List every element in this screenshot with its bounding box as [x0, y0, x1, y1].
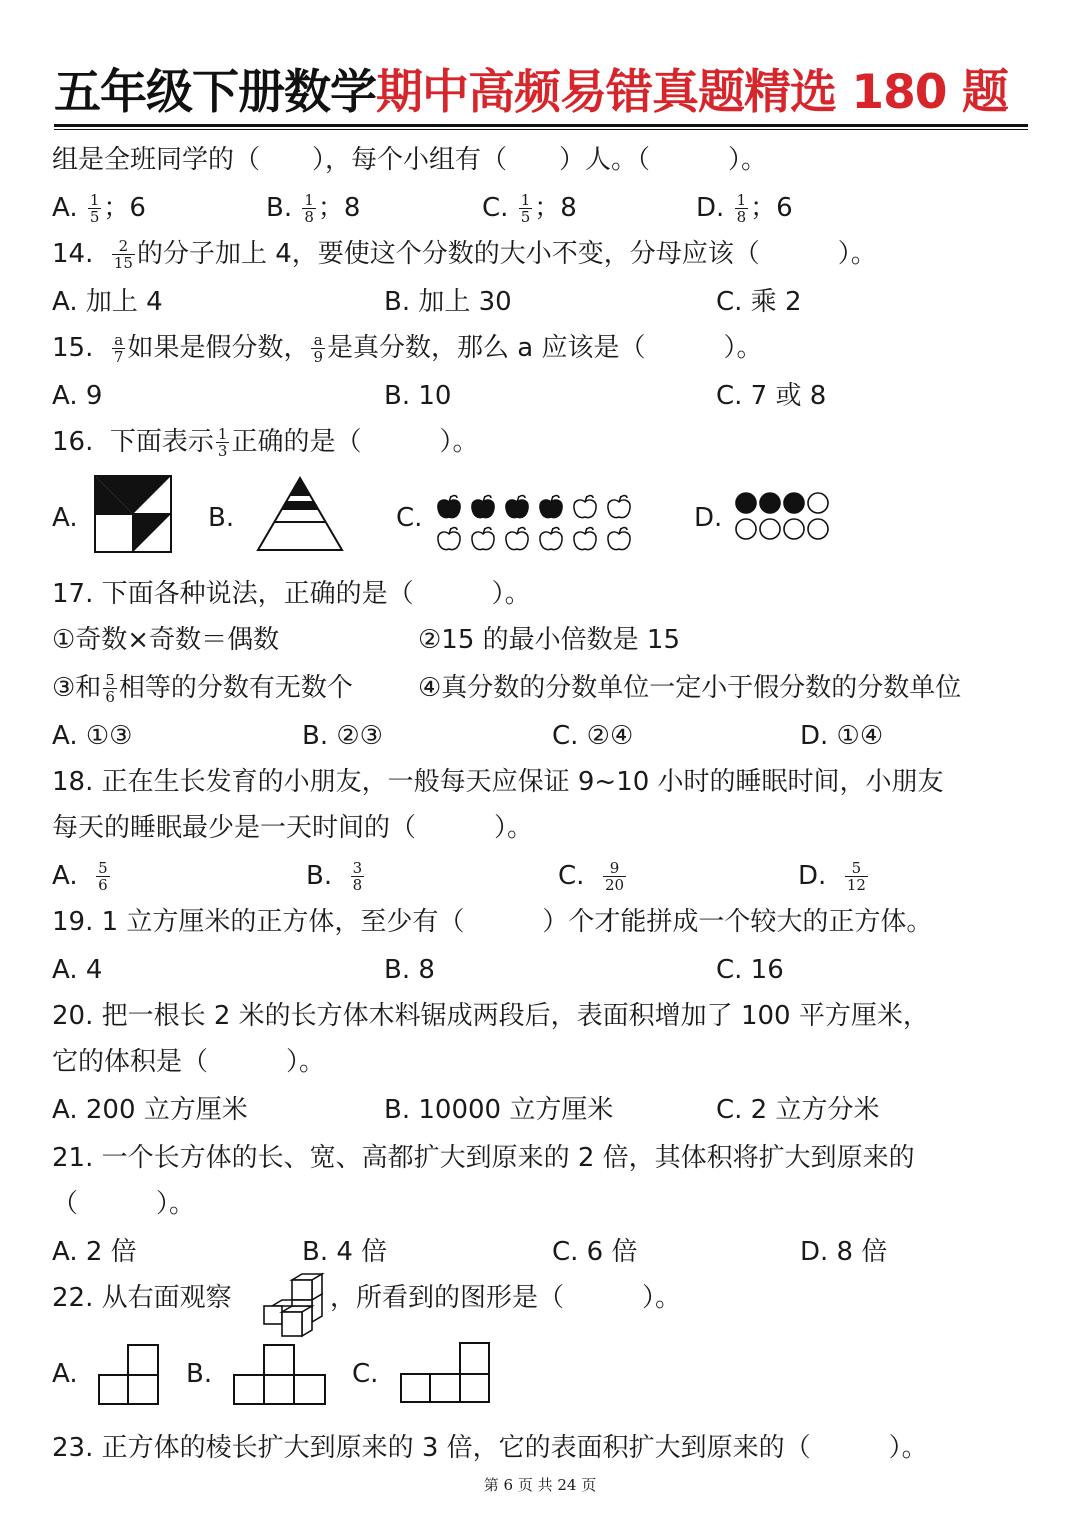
q13-option-c: C. $\frac{1}{5}$ ；8: [482, 191, 577, 226]
q20-option-a: A. 200 立方厘米: [52, 1095, 248, 1125]
q21-option-b: B. 4 倍: [302, 1237, 388, 1267]
q22-cube-stack-figure: [262, 1272, 328, 1340]
q16-stem: 16. 下面表示 $\frac{1}{3}$ 正确的是（ ）。: [52, 425, 479, 460]
filled-circle: [736, 493, 756, 513]
q17-option-c: C. ②④: [552, 721, 634, 751]
q23-stem: 23. 正方体的棱长扩大到原来的 3 倍，它的表面积扩大到原来的（ ）。: [52, 1433, 928, 1463]
q17-option-a: A. ①③: [52, 721, 133, 751]
q13-option-a: A. $\frac{1}{5}$ ；6: [52, 191, 146, 226]
filled-circle: [784, 493, 804, 513]
page-title: [54, 62, 1034, 124]
q20-stem-line2: 它的体积是（ ）。: [52, 1047, 326, 1077]
q16-label-a: A.: [52, 503, 78, 533]
title-rule-thin: [54, 129, 1028, 130]
empty-circle: [808, 519, 828, 539]
q22-figure-a: [98, 1344, 160, 1406]
q15-option-b: B. 10: [384, 381, 452, 411]
q17-option-d: D. ①④: [800, 721, 884, 751]
q22-stem-post: ，所看到的图形是（ ）。: [330, 1283, 682, 1313]
q20-option-c: C. 2 立方分米: [716, 1095, 880, 1125]
q17-option-b: B. ②③: [302, 721, 383, 751]
apple-icon: [438, 495, 460, 517]
q18-option-d: D. $\frac{5}{12}$: [798, 859, 866, 894]
apple-icon: [608, 495, 630, 517]
q14-option-c: C. 乘 2: [716, 287, 802, 317]
q21-stem-line1: 21. 一个长方体的长、宽、高都扩大到原来的 2 倍，其体积将扩大到原来的: [52, 1143, 915, 1173]
q17-statement-3: ③和 $\frac{5}{6}$ 相等的分数有无数个: [52, 671, 353, 706]
title-red: 期中高频易错真题精选 180 题: [376, 65, 1008, 120]
q17-statement-4: ④真分数的分数单位一定小于假分数的分数单位: [418, 673, 962, 703]
q14-stem: 14. $\frac{2}{15}$ 的分子加上 4，要使这个分数的大小不变，分母应该（ ）。: [52, 237, 877, 272]
q16-figure-b-triangle: [256, 476, 344, 552]
apple-icon: [574, 495, 596, 517]
q15-stem: 15. $\frac{a}{7}$ 如果是假分数， $\frac{a}{9}$ 是真分数，那么 a 应该是（ ）。: [52, 331, 763, 366]
q21-option-d: D. 8 倍: [800, 1237, 888, 1267]
apple-icon: [574, 527, 596, 549]
q21-option-a: A. 2 倍: [52, 1237, 137, 1267]
q20-option-b: B. 10000 立方厘米: [384, 1095, 614, 1125]
q19-option-b: B. 8: [384, 955, 435, 985]
page-footer: 第 6 页 共 24 页: [483, 1476, 597, 1494]
apple-icon: [438, 527, 460, 549]
q19-option-a: A. 4: [52, 955, 103, 985]
apple-icon: [540, 527, 562, 549]
q13-stem: 组是全班同学的（ ），每个小组有（ ）人。（ ）。: [52, 145, 768, 175]
q22-label-a: A.: [52, 1359, 78, 1389]
q17-statement-1: ①奇数×奇数＝偶数: [52, 625, 280, 655]
apple-icon: [608, 527, 630, 549]
q21-stem-line2: （ ）。: [52, 1189, 196, 1219]
q17-statement-2: ②15 的最小倍数是 15: [418, 625, 681, 655]
q15-option-a: A. 9: [52, 381, 103, 411]
q22-stem-pre: 22. 从右面观察: [52, 1283, 232, 1313]
q22-figure-b: [233, 1344, 327, 1406]
q13-option-b: B. $\frac{1}{8}$ ；8: [266, 191, 361, 226]
q16-figure-c-apples: [436, 492, 636, 554]
q21-option-c: C. 6 倍: [552, 1237, 638, 1267]
apple-icon: [506, 527, 528, 549]
q18-stem-line1: 18. 正在生长发育的小朋友，一般每天应保证 9~10 小时的睡眠时间，小朋友: [52, 767, 944, 797]
empty-circle: [760, 519, 780, 539]
q22-figure-c: [400, 1342, 492, 1404]
title-black: 五年级下册数学: [54, 65, 376, 120]
apple-icon: [472, 527, 494, 549]
apple-icon: [472, 495, 494, 517]
q14-option-b: B. 加上 30: [384, 287, 512, 317]
empty-circle: [784, 519, 804, 539]
q18-option-c: C. $\frac{9}{20}$: [558, 859, 625, 894]
q16-label-b: B.: [208, 503, 235, 533]
q18-option-a: A. $\frac{5}{6}$: [52, 859, 108, 894]
q22-label-b: B.: [186, 1359, 213, 1389]
empty-circle: [736, 519, 756, 539]
q16-figure-d-circles: [734, 490, 844, 546]
apple-icon: [506, 495, 528, 517]
q16-label-d: D.: [694, 503, 723, 533]
apple-icon: [540, 495, 562, 517]
q17-stem: 17. 下面各种说法，正确的是（ ）。: [52, 579, 531, 609]
q13-option-d: D. $\frac{1}{8}$ ；6: [696, 191, 793, 226]
q15-option-c: C. 7 或 8: [716, 381, 827, 411]
q18-stem-line2: 每天的睡眠最少是一天时间的（ ）。: [52, 813, 534, 843]
empty-circle: [808, 493, 828, 513]
q16-label-c: C.: [396, 503, 423, 533]
filled-circle: [760, 493, 780, 513]
q22-label-c: C.: [352, 1359, 379, 1389]
q16-figure-a-square: [94, 475, 172, 553]
q19-stem: 19. 1 立方厘米的正方体，至少有（ ）个才能拼成一个较大的正方体。: [52, 907, 933, 937]
q14-option-a: A. 加上 4: [52, 287, 163, 317]
q18-option-b: B. $\frac{3}{8}$: [306, 859, 363, 894]
title-rule: [54, 124, 1028, 127]
q19-option-c: C. 16: [716, 955, 784, 985]
q20-stem-line1: 20. 把一根长 2 米的长方体木料锯成两段后，表面积增加了 100 平方厘米，: [52, 1001, 929, 1031]
